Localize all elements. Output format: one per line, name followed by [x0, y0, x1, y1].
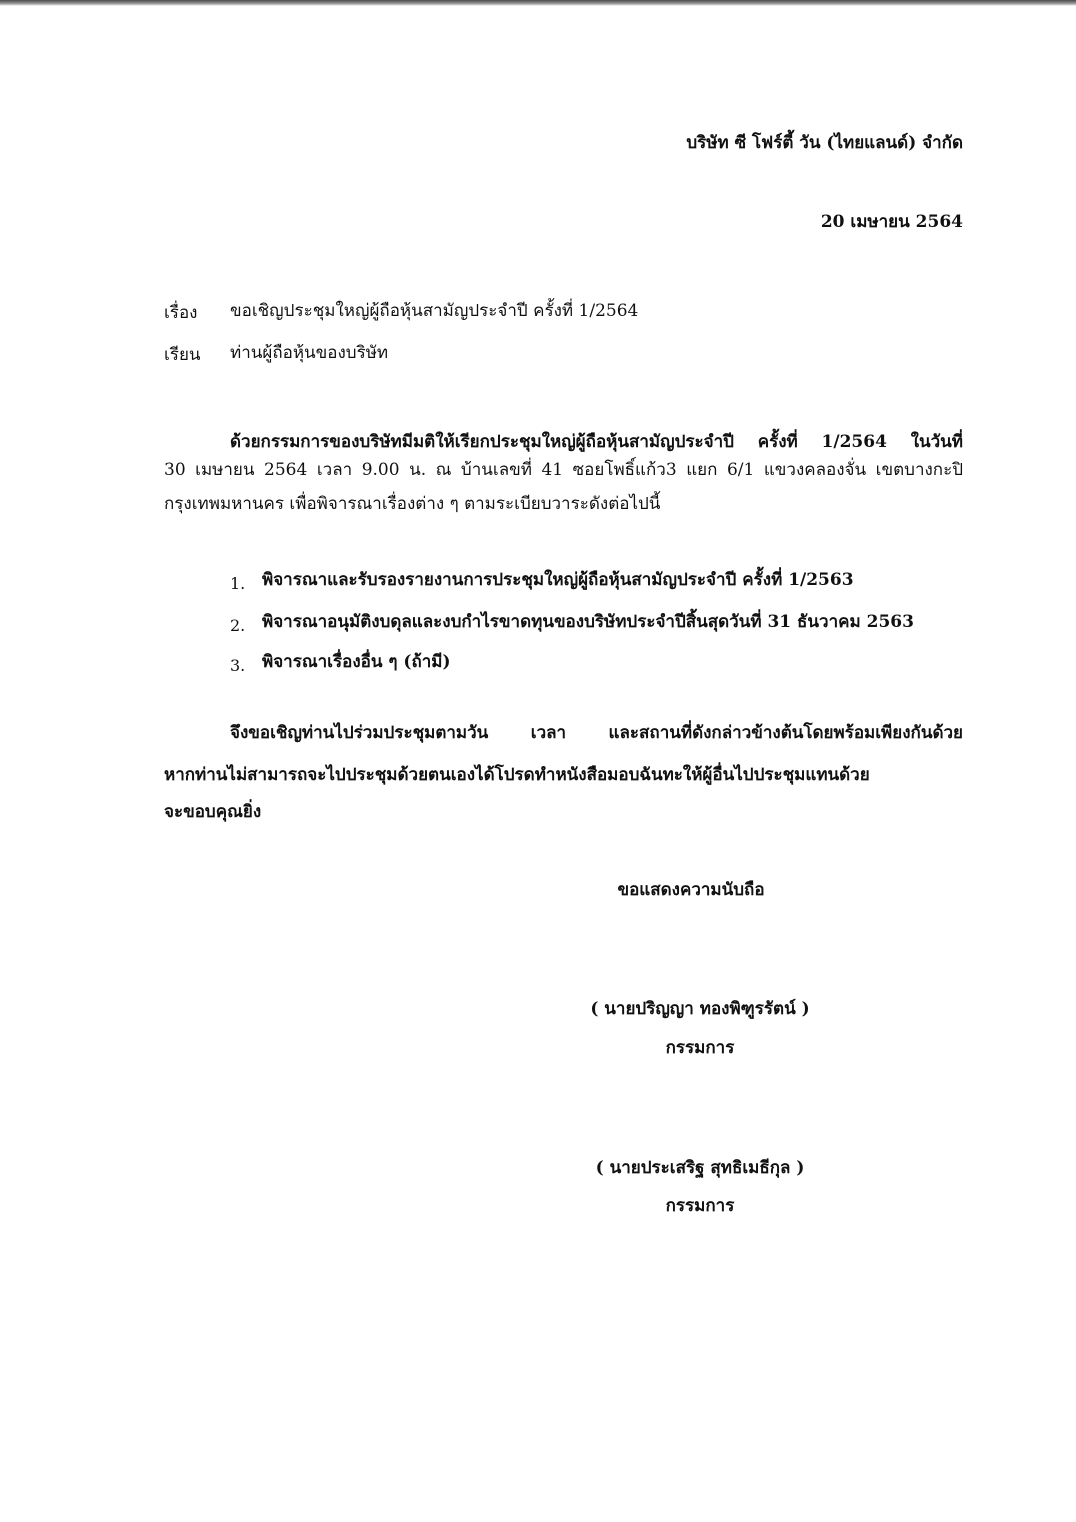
agenda-item: พิจารณาอนุมัติงบดุลและงบกำไรขาดทุนของบริษัทประจำปีสิ้นสุดวันที่ 31 ธันวาคม 2563: [262, 612, 914, 632]
agenda-number: 2.: [230, 616, 246, 635]
signatory-title: กรรมการ: [665, 1038, 735, 1058]
company-name: บริษัท ซี โฟร์ตี้ วัน (ไทยแลนด์) จำกัด: [686, 133, 963, 153]
closing-line-1: จึงขอเชิญท่านไปร่วมประชุมตามวัน เวลา และสถานที่ดังกล่าวข้างต้นโดยพร้อมเพียงกันด้วย: [230, 723, 963, 743]
subject-label: เรื่อง: [164, 303, 198, 323]
letter-date: 20 เมษายน 2564: [820, 212, 963, 232]
signatory-name: ( นายปริญญา ทองพิฑูรรัตน์ ): [590, 999, 810, 1019]
subject-text: ขอเชิญประชุมใหญ่ผู้ถือหุ้นสามัญประจำปี ครั้งที่ 1/2564: [230, 301, 639, 321]
agenda-number: 3.: [230, 656, 246, 675]
agenda-number: 1.: [230, 574, 246, 593]
recipient-text: ท่านผู้ถือหุ้นของบริษัท: [230, 343, 389, 363]
closing-line-3: จะขอบคุณยิ่ง: [164, 802, 262, 822]
intro-line-2: 30 เมษายน 2564 เวลา 9.00 น. ณ บ้านเลขที่ 41 ซอยโพธิ์แก้ว3 แยก 6/1 แขวงคลองจั่น เขตบางกะปิ: [164, 460, 963, 480]
closing-line-2: หากท่านไม่สามารถจะไปประชุมด้วยตนเองได้โปรดทำหนังสือมอบฉันทะให้ผู้อื่นไปประชุมแทนด้วย: [164, 765, 870, 785]
agenda-item: พิจารณาและรับรองรายงานการประชุมใหญ่ผู้ถือหุ้นสามัญประจำปี ครั้งที่ 1/2563: [262, 570, 854, 590]
intro-line-3: กรุงเทพมหานคร เพื่อพิจารณาเรื่องต่าง ๆ ตามระเบียบวาระดังต่อไปนี้: [164, 494, 661, 514]
signatory-title: กรรมการ: [665, 1196, 735, 1216]
recipient-label: เรียน: [164, 345, 201, 365]
agenda-item: พิจารณาเรื่องอื่น ๆ (ถ้ามี): [262, 652, 451, 672]
intro-line-1: ด้วยกรรมการของบริษัทมีมติให้เรียกประชุมใหญ่ผู้ถือหุ้นสามัญประจำปี ครั้งที่ 1/2564 ในวันที่: [230, 432, 963, 452]
regards: ขอแสดงความนับถือ: [617, 880, 765, 900]
signatory-name: ( นายประเสริฐ สุทธิเมธีกุล ): [595, 1158, 805, 1178]
scan-edge: [0, 0, 1076, 6]
